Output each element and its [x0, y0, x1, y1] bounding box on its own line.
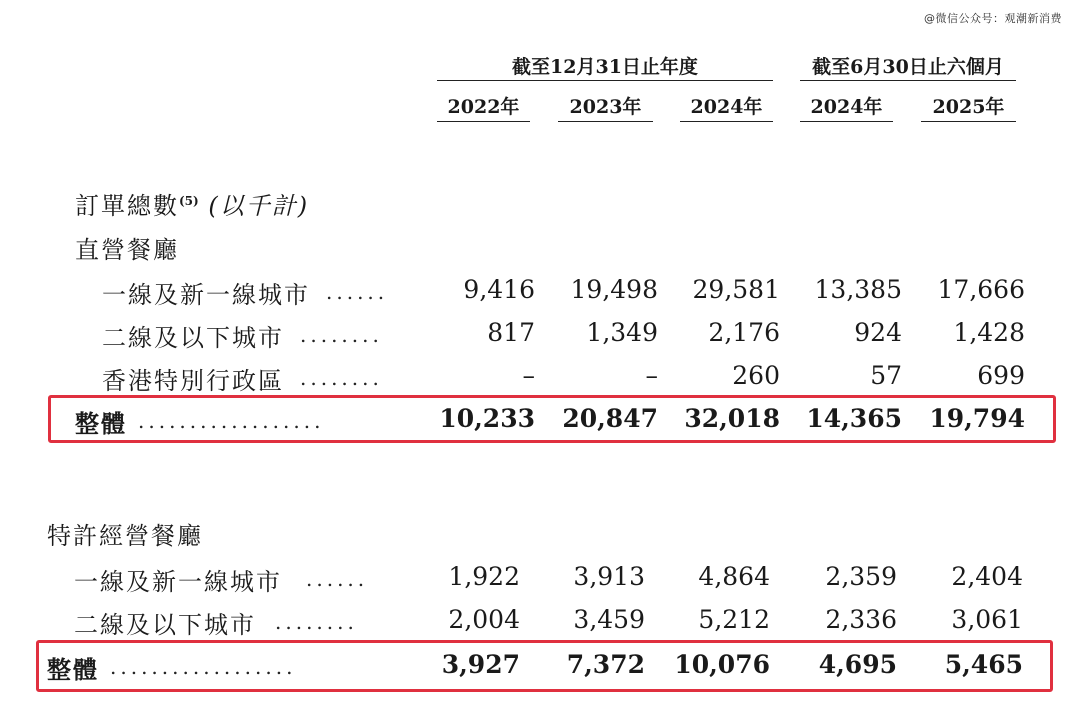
orders-heading [75, 186, 309, 221]
header-rule-fy [437, 80, 773, 81]
header-half-year-group: 截至6月30日止六個月 [812, 56, 1004, 78]
leader-dots: ........ [275, 610, 358, 634]
year-rule [558, 121, 653, 122]
franchise-row-value: 3,061 [951, 605, 1023, 634]
leader-dots: ...... [306, 567, 369, 591]
direct-row-value: 699 [977, 361, 1025, 390]
leader-dots: ...... [326, 280, 389, 304]
direct-row-value: 57 [870, 361, 902, 390]
year-header-2022: 2022年 [447, 96, 520, 118]
orders-title: 訂單總數 [75, 192, 179, 220]
franchise-total-value: 4,695 [818, 650, 897, 679]
franchise-row-value: 2,004 [448, 605, 520, 634]
direct-section-title: 直營餐廳 [75, 236, 179, 264]
direct-row-value: – [645, 361, 658, 390]
direct-row-label: 二線及以下城市 [102, 324, 284, 352]
header-fiscal-year-group: 截至12月31日止年度 [512, 56, 698, 78]
franchise-row-value: 3,913 [573, 562, 645, 591]
franchise-row-value: 4,864 [698, 562, 770, 591]
direct-row-value: – [522, 361, 535, 390]
direct-row-value: 13,385 [814, 275, 902, 304]
year-header-h1-2025: 2025年 [932, 96, 1005, 118]
franchise-row-value: 3,459 [573, 605, 645, 634]
franchise-total-label: 整體 [47, 655, 99, 684]
franchise-total-value: 7,372 [566, 650, 645, 679]
direct-total-value: 10,233 [439, 404, 535, 433]
year-rule [921, 121, 1016, 122]
direct-row-value: 1,428 [953, 318, 1025, 347]
franchise-total-value: 10,076 [674, 650, 770, 679]
franchise-row-value: 2,404 [951, 562, 1023, 591]
franchise-section-title: 特許經營餐廳 [47, 522, 203, 550]
leader-dots: ........ [300, 366, 383, 390]
franchise-row-label: 二線及以下城市 [74, 611, 256, 639]
direct-total-value: 14,365 [806, 404, 902, 433]
year-rule [680, 121, 773, 122]
direct-row-value: 260 [732, 361, 780, 390]
franchise-row-value: 1,922 [448, 562, 520, 591]
year-header-2024: 2024年 [690, 96, 763, 118]
direct-row-value: 1,349 [586, 318, 658, 347]
orders-unit: (以千計) [208, 192, 310, 220]
header-rule-hy [800, 80, 1016, 81]
orders-footnote: (5) [179, 194, 199, 208]
direct-row-value: 19,498 [570, 275, 658, 304]
year-rule [437, 121, 530, 122]
year-header-h1-2024: 2024年 [810, 96, 883, 118]
year-rule [800, 121, 893, 122]
franchise-row-label: 一線及新一線城市 [74, 568, 282, 596]
direct-row-label: 一線及新一線城市 [102, 281, 310, 309]
direct-total-value: 20,847 [562, 404, 658, 433]
direct-total-value: 32,018 [684, 404, 780, 433]
direct-total-value: 19,794 [929, 404, 1025, 433]
direct-row-value: 924 [854, 318, 902, 347]
franchise-row-value: 5,212 [698, 605, 770, 634]
direct-row-label: 香港特別行政區 [102, 367, 284, 395]
leader-dots: ........ [300, 323, 383, 347]
direct-total-label: 整體 [75, 409, 127, 438]
watermark: @微信公众号：观潮新消费 [924, 12, 1062, 25]
franchise-total-value: 3,927 [441, 650, 520, 679]
franchise-row-value: 2,359 [825, 562, 897, 591]
direct-row-value: 817 [487, 318, 535, 347]
year-header-2023: 2023年 [569, 96, 642, 118]
leader-dots: .................. [138, 409, 325, 433]
franchise-row-value: 2,336 [825, 605, 897, 634]
direct-row-value: 17,666 [937, 275, 1025, 304]
franchise-total-value: 5,465 [944, 650, 1023, 679]
direct-row-value: 9,416 [463, 275, 535, 304]
leader-dots: .................. [110, 655, 297, 679]
direct-row-value: 29,581 [692, 275, 780, 304]
direct-row-value: 2,176 [708, 318, 780, 347]
